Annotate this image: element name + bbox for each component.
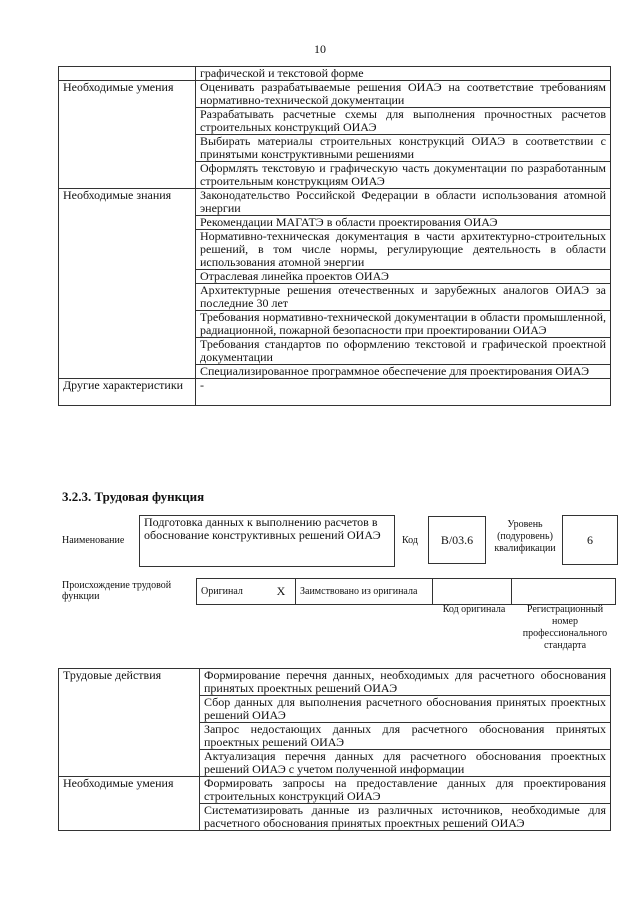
reg-caption: Регистрационный номер профессионального стандарта [522, 604, 608, 651]
knowledge-item: Рекомендации МАГАТЭ в области проектирования ОИАЭ [196, 216, 611, 230]
skill-item: Систематизировать данные из различных источников, необходимые для расчетного обоснования принятых проектных решений ОИАЭ [200, 804, 611, 831]
action-item: Актуализация перечня данных для расчетного обоснования проектных решений ОИАЭ с учетом полученной информации [200, 750, 611, 777]
function-details-table [58, 668, 611, 831]
original-mark: X [267, 579, 296, 605]
action-item: Сбор данных для выполнения расчетного обоснования принятых проектных решений ОИАЭ [200, 696, 611, 723]
skill-item: Оценивать разрабатываемые решения ОИАЭ на соответствие требованиям нормативно-технической документации [196, 81, 611, 108]
section-title: 3.2.3. Трудовая функция [62, 489, 205, 504]
table-row [59, 669, 611, 696]
origin-table [196, 578, 616, 605]
original-label: Оригинал [197, 579, 268, 605]
level-value-box: 6 [562, 515, 618, 565]
row-label-knowledge: Необходимые знания [59, 189, 196, 379]
origin-reg-cell [512, 579, 616, 605]
row-label-other: Другие характеристики [59, 379, 196, 406]
origin-label: Происхождение трудовой функции [62, 580, 172, 602]
table-row [197, 579, 616, 605]
function-code-box: B/03.6 [428, 516, 486, 564]
page-number: 10 [314, 42, 326, 56]
name-label: Наименование [62, 535, 125, 546]
requirements-table [58, 66, 611, 406]
knowledge-item: Специализированное программное обеспечение для проектирования ОИАЭ [196, 365, 611, 379]
action-item: Формирование перечня данных, необходимых для расчетного обоснования принятых проектных решений ОИАЭ [200, 669, 611, 696]
row-label-skills: Необходимые умения [59, 81, 196, 189]
table-row [59, 777, 611, 804]
skill-item: Разрабатывать расчетные схемы для выполнения прочностных расчетов строительных конструкций ОИАЭ [196, 108, 611, 135]
table-row [59, 67, 611, 81]
row-label-actions: Трудовые действия [59, 669, 200, 777]
table-row [59, 81, 611, 108]
cell-text: графической и текстовой форме [196, 67, 611, 81]
other-value: - [196, 379, 611, 406]
table-row [59, 189, 611, 216]
level-label: Уровень (подуровень) квалификации [494, 519, 556, 554]
function-name-box: Подготовка данных к выполнению расчетов в обоснование конструктивных решений ОИАЭ [139, 515, 395, 567]
skill-item: Выбирать материалы строительных конструкций ОИАЭ в соответствии с принятыми конструктивными решениями [196, 135, 611, 162]
origin-code-cell [433, 579, 512, 605]
skill-item: Оформлять текстовую и графическую часть документации по разработанным строительным конструкциям ОИАЭ [196, 162, 611, 189]
code-caption: Код оригинала [442, 604, 506, 615]
knowledge-item: Отраслевая линейка проектов ОИАЭ [196, 270, 611, 284]
knowledge-item: Нормативно-техническая документация в части архитектурно-строительных решений, в том числе нормы, регулирующие деятельность в области использования атомной энергии [196, 230, 611, 270]
empty-label-cell [59, 67, 196, 81]
action-item: Запрос недостающих данных для расчетного обоснования принятых проектных решений ОИАЭ [200, 723, 611, 750]
knowledge-item: Требования стандартов по оформлению текстовой и графической проектной документации [196, 338, 611, 365]
table-row [59, 379, 611, 406]
knowledge-item: Архитектурные решения отечественных и зарубежных аналогов ОИАЭ за последние 30 лет [196, 284, 611, 311]
knowledge-item: Законодательство Российской Федерации в области использования атомной энергии [196, 189, 611, 216]
code-label: Код [402, 535, 418, 546]
skill-item: Формировать запросы на предоставление данных для проектирования строительных конструкций ОИАЭ [200, 777, 611, 804]
row-label-skills: Необходимые умения [59, 777, 200, 831]
knowledge-item: Требования нормативно-технической документации в области промышленной, радиационной, пожарной безопасности при проектировании ОИАЭ [196, 311, 611, 338]
borrowed-label: Заимствовано из оригинала [296, 579, 433, 605]
